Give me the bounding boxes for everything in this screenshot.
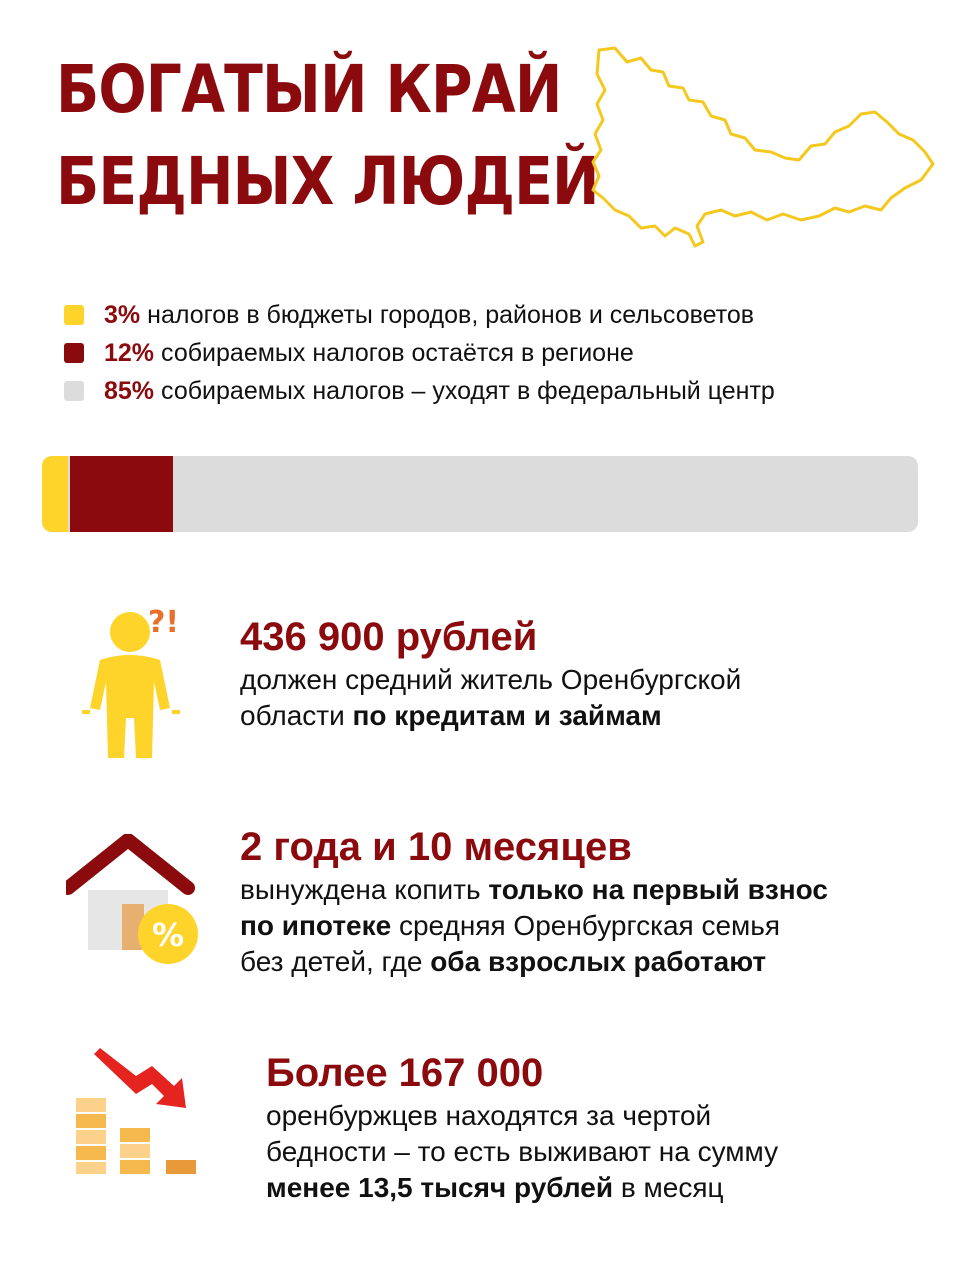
stat-line: по ипотеке средняя Оренбургская семья [240,910,781,941]
legend-item-federal [64,372,775,410]
falling-coins-icon [70,1046,210,1176]
yellow-square-icon [64,305,84,325]
title-line-1: БОГАТЫЙ КРАЙ [56,51,562,128]
stat-line: области по кредитам и займам [240,700,662,731]
tax-split-bar [42,456,918,532]
stat-debt [240,612,741,734]
legend-item-regional [64,334,775,372]
bar-segment-local [42,456,68,532]
legend-pct: 85% [104,376,155,405]
legend-text: собираемых налогов остаётся в регионе [161,338,634,367]
tax-legend [64,296,775,410]
svg-text:%: % [151,916,185,954]
stat-line: менее 13,5 тысяч рублей в месяц [266,1172,724,1203]
legend-item-local [64,296,775,334]
legend-text: налогов в бюджеты городов, районов и сельсоветов [147,300,755,329]
legend-pct: 3% [104,300,141,329]
stat-poverty [266,1048,778,1206]
house-percent-icon [66,834,206,964]
stat-heading: 2 года и 10 месяцев [240,825,632,869]
stat-heading: 436 900 рублей [240,615,538,659]
stat-line: оренбуржцев находятся за чертой [266,1100,712,1131]
stat-heading: Более 167 000 [266,1051,544,1095]
svg-text:?!: ?! [148,605,180,640]
legend-text: собираемых налогов – уходят в федеральный центр [161,376,775,405]
stat-mortgage [240,822,828,980]
stat-line: вынуждена копить только на первый взнос [240,874,828,905]
page-title [56,44,599,228]
confused-person-icon [78,598,188,768]
gray-square-icon [64,381,84,401]
stat-line: должен средний житель Оренбургской [240,664,742,695]
title-line-2: БЕДНЫХ ЛЮДЕЙ [56,143,599,220]
stat-line: без детей, где оба взрослых работают [240,946,767,977]
stat-line: бедности – то есть выживают на сумму [266,1136,779,1167]
red-square-icon [64,343,84,363]
region-map-outline [585,40,940,255]
legend-pct: 12% [104,338,155,367]
bar-segment-regional [70,456,173,532]
